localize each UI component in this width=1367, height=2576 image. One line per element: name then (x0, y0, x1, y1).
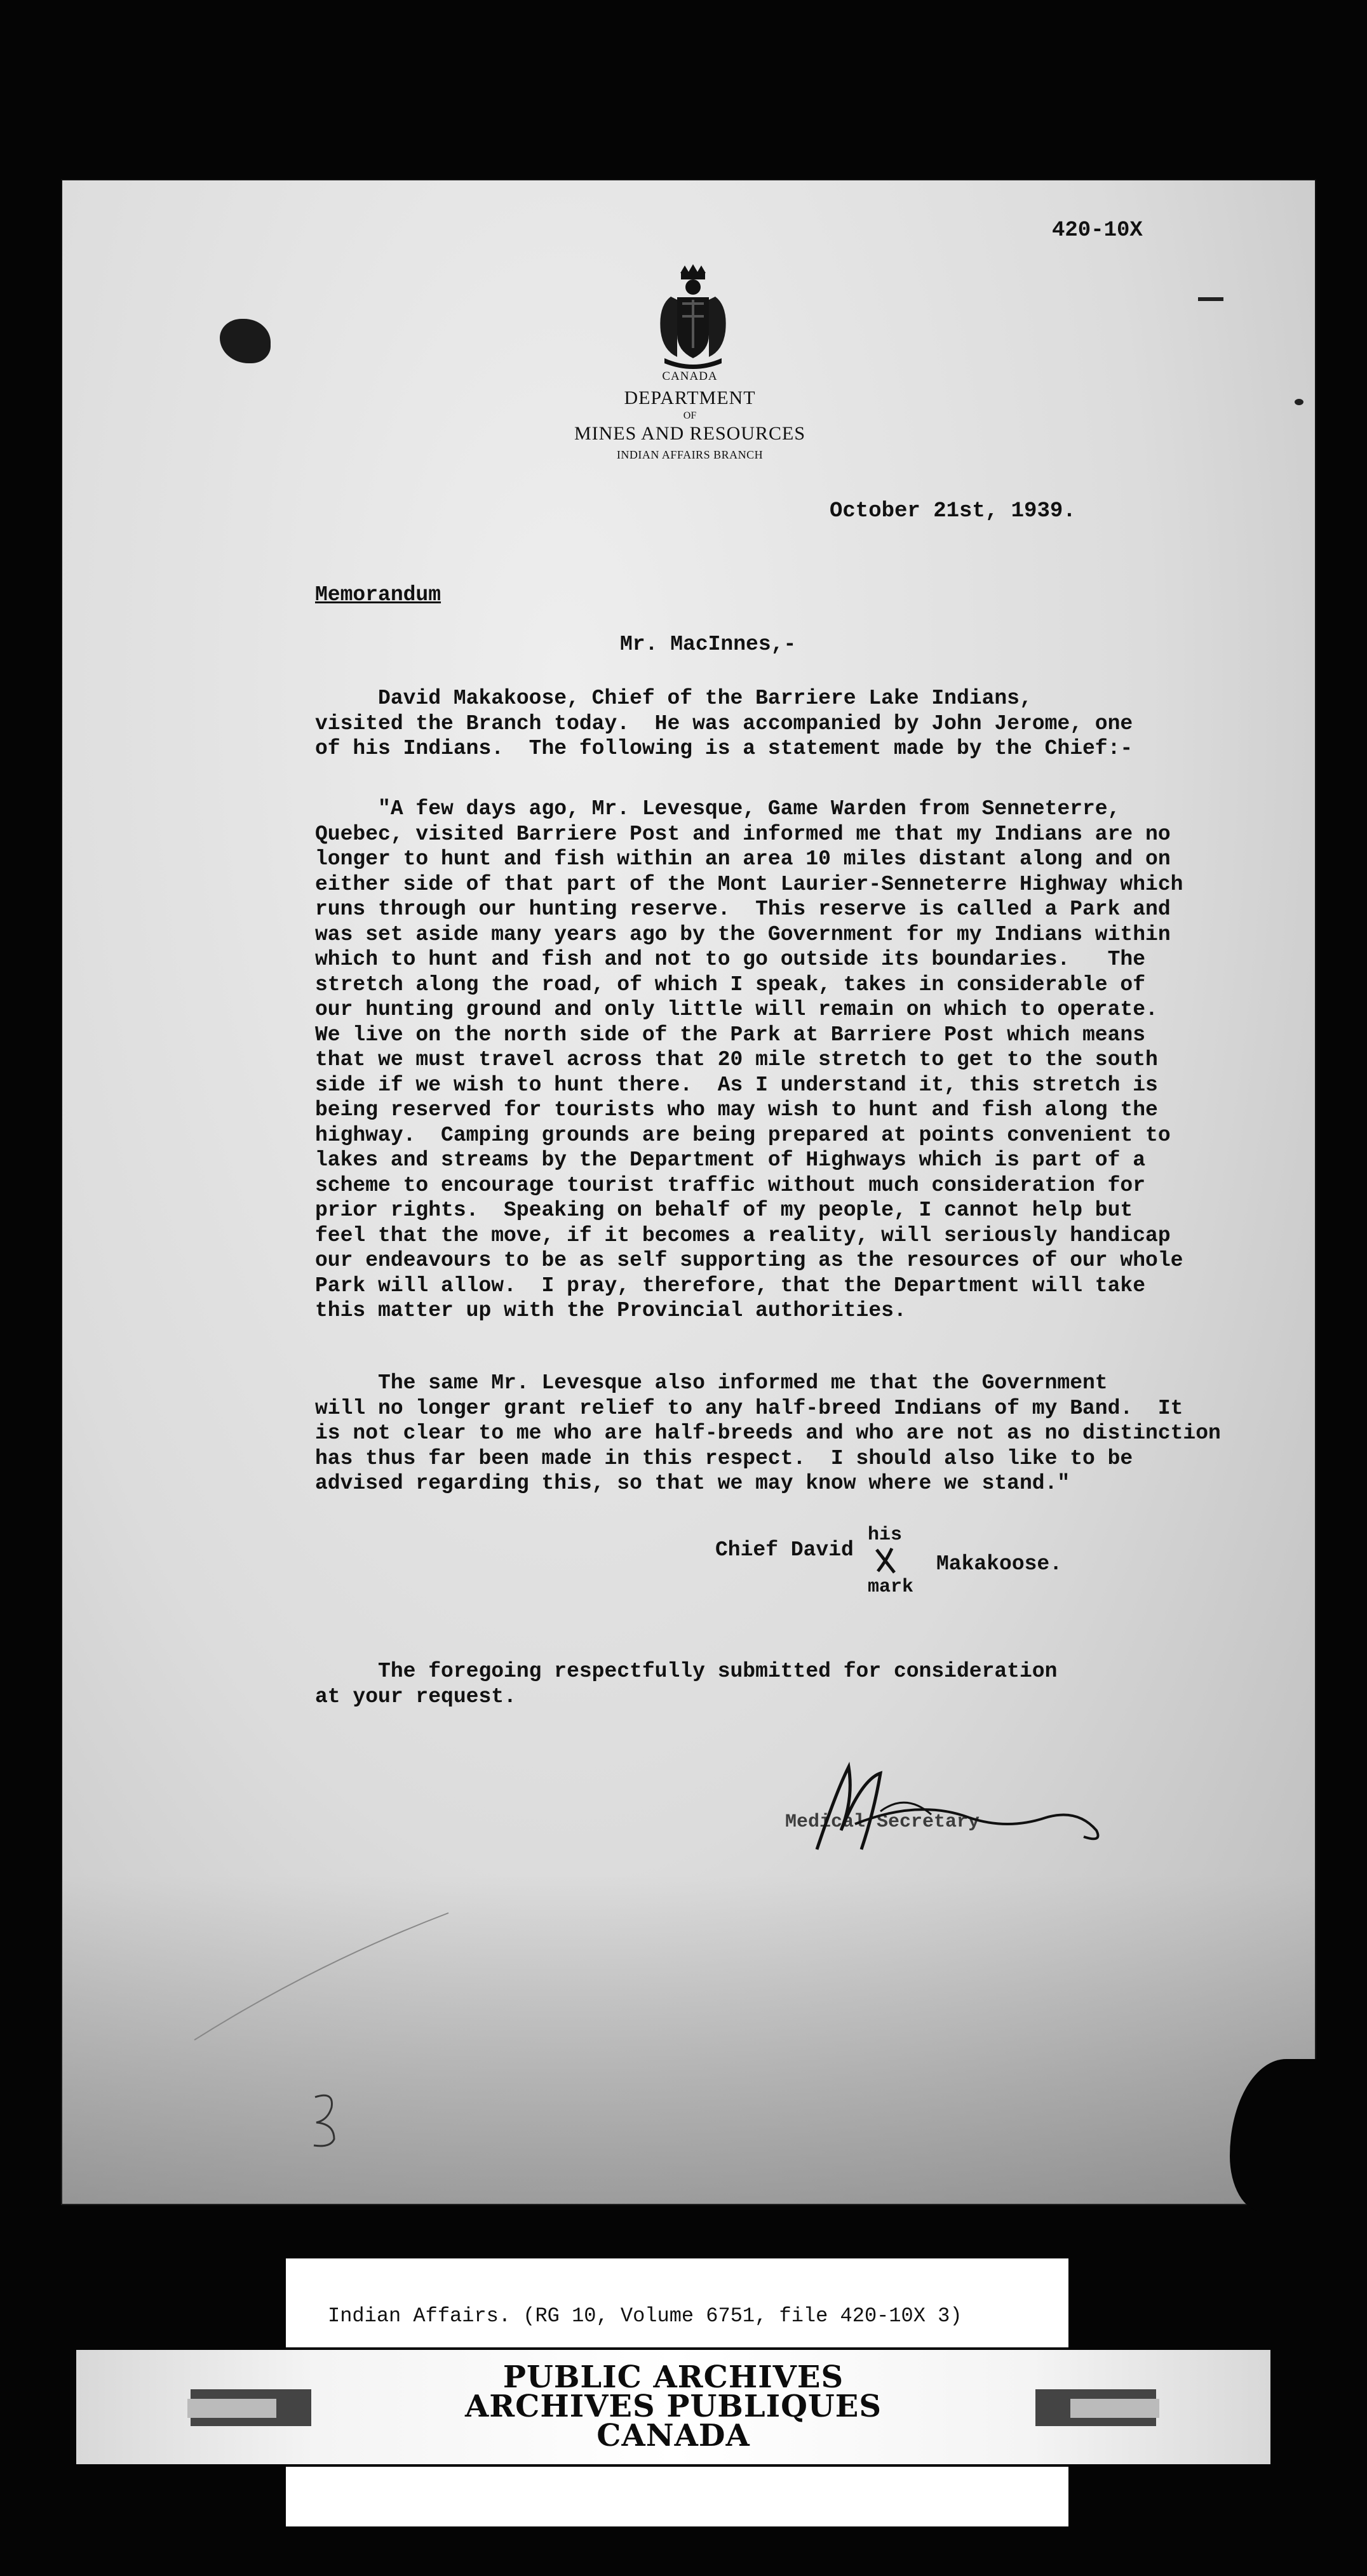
archive-stamp (76, 2359, 1270, 2453)
x-mark-icon (873, 1545, 898, 1575)
text-line: feel that the move, if it becomes a reality, will seriously handicap (315, 1223, 1171, 1247)
text-line: of his Indians. The following is a statement made by the Chief:- (315, 737, 1133, 760)
chief-surname: Makakoose. (936, 1552, 1063, 1576)
text-line: our endeavours to be as self supporting as the resources of our whole (315, 1249, 1183, 1272)
text-line: The foregoing respectfully submitted for consideration (315, 1660, 1058, 1683)
text-line: which to hunt and fish and not to go outside its boundaries. The (315, 948, 1146, 971)
archive-citation: Indian Affairs. (RG 10, Volume 6751, file 420-10X 3) (328, 2304, 962, 2328)
stamp-line-country: CANADA (596, 2418, 750, 2453)
text-line: The same Mr. Levesque also informed me that the Government (315, 1371, 1108, 1395)
text-line: was set aside many years ago by the Government for my Indians within (315, 922, 1171, 946)
text-line: side if we wish to hunt there. As I understand it, this stretch is (315, 1073, 1158, 1097)
archive-label-blank (286, 2467, 1068, 2526)
ink-mark (1198, 297, 1223, 301)
text-line: at your request. (315, 1684, 516, 1708)
ink-mark (1295, 399, 1303, 405)
text-line: advised regarding this, so that we may know where we stand." (315, 1472, 1070, 1495)
salutation: Mr. MacInnes,- (620, 633, 797, 656)
text-line: highway. Camping grounds are being prepared at points convenient to (315, 1123, 1171, 1147)
signer-title: Medical Secretary (785, 1811, 980, 1833)
stamp-line-french: ARCHIVES PUBLIQUES (465, 2389, 882, 2424)
text-line: this matter up with the Provincial authorities. (315, 1299, 906, 1322)
mark-label: mark (868, 1576, 914, 1598)
pencil-annotation (302, 2084, 353, 2154)
archive-stamp-strip (76, 2350, 1270, 2464)
text-line: lakes and streams by the Department of Highways which is part of a (315, 1148, 1146, 1172)
file-reference: 420-10X (1052, 218, 1143, 243)
paragraph-closing (315, 1659, 1331, 1709)
paragraph-intro (315, 686, 1331, 761)
text-line: that we must travel across that 20 mile stretch to get to the south (315, 1048, 1158, 1071)
letterhead-ministry: MINES AND RESOURCES (574, 423, 806, 444)
text-line: stretch along the road, of which I speak, takes in considerable of (315, 972, 1146, 996)
document-date: October 21st, 1939. (830, 499, 1076, 523)
text-line: our hunting ground and only little will remain on which to operate. (315, 998, 1158, 1021)
mark-his: his (868, 1524, 903, 1546)
text-line: either side of that part of the Mont Laurier-Senneterre Highway which (315, 872, 1183, 896)
text-line: scheme to encourage tourist traffic without much consideration for (315, 1173, 1146, 1197)
memo-heading: Memorandum (315, 583, 441, 607)
text-line: being reserved for tourists who may wish to hunt and fish along the (315, 1098, 1158, 1122)
text-line: will no longer grant relief to any half-breed Indians of my Band. It (315, 1396, 1183, 1420)
chief-name: Chief David (715, 1538, 854, 1562)
paper-scratch (188, 1907, 455, 2046)
coat-of-arms-icon (652, 262, 734, 370)
paragraph-relief (315, 1371, 1331, 1496)
letterhead-department: DEPARTMENT (624, 387, 756, 408)
text-line: Quebec, visited Barriere Post and informed me that my Indians are no (315, 822, 1171, 846)
text-line: visited the Branch today. He was accompanied by John Jerome, one (315, 711, 1133, 735)
document-page (61, 179, 1316, 2205)
text-line: runs through our hunting reserve. This reserve is called a Park and (315, 897, 1171, 921)
letterhead-of: OF (683, 410, 697, 421)
text-line: has thus far been made in this respect. I should also like to be (315, 1446, 1133, 1470)
letterhead-branch: INDIAN AFFAIRS BRANCH (616, 448, 764, 461)
paragraph-statement (315, 796, 1331, 1324)
text-line: is not clear to me who are half-breeds and who are not as no distinction (315, 1421, 1221, 1445)
letterhead-country: CANADA (662, 370, 718, 383)
stamp-line-english: PUBLIC ARCHIVES (502, 2359, 844, 2395)
text-line: "A few days ago, Mr. Levesque, Game Warden from Senneterre, (315, 797, 1121, 821)
handwritten-signature (779, 1754, 1147, 1862)
letterhead (531, 370, 849, 462)
text-line: We live on the north side of the Park at Barriere Post which means (315, 1023, 1146, 1047)
punch-hole (220, 319, 271, 363)
text-line: prior rights. Speaking on behalf of my people, I cannot help but (315, 1198, 1133, 1222)
archive-citation-card (286, 2258, 1068, 2347)
text-line: David Makakoose, Chief of the Barriere Lake Indians, (315, 687, 1032, 710)
text-line: Park will allow. I pray, therefore, that the Department will take (315, 1273, 1146, 1298)
text-line: longer to hunt and fish within an area 10 miles distant along and on (315, 847, 1171, 871)
